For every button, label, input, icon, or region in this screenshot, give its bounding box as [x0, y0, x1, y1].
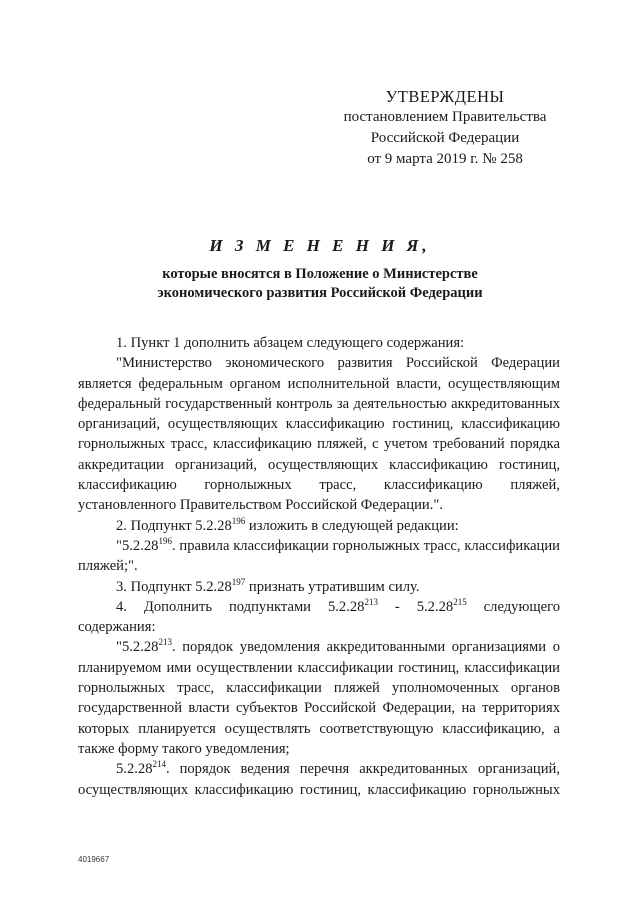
subitem-214-text: . порядок ведения перечня аккредитованных организаций, осуществляющих классификацию гостиниц, классификацию горнолыжных: [78, 761, 560, 798]
item-3-sup: 197: [231, 576, 246, 587]
subtitle-line-1: которые вносятся в Положение о Министерстве: [162, 266, 478, 282]
subitem-214-sup: 214: [152, 759, 166, 770]
document-number: 4019667: [78, 855, 110, 864]
approval-line-date-number: от 9 марта 2019 г. № 258: [367, 151, 523, 167]
item-2-text-new: [78, 536, 560, 577]
item-1-text: "Министерство экономического развития Российской Федерации является федеральным органом исполнительной власти, осуществляющим федеральный государственный контроль за деятельностью аккредитованных организаций, осуществляющих классификацию гостиниц, классификацию горнолыжных трасс, классификацию пляжей, с учетом требований порядка аккредитации организаций, осуществляющих классификацию гостиниц, классификацию горнолыжных трасс, классификацию пляжей, установленного Правительством Российской Федерации.".: [78, 355, 560, 514]
item-2-text-end: изложить в следующей редакции:: [245, 517, 459, 534]
document-subtitle: [60, 265, 580, 303]
subitem-214-start: 5.2.28: [116, 761, 153, 778]
item-4: [78, 597, 560, 638]
subitem-213-start: "5.2.28: [116, 639, 159, 656]
approval-line-resolution: постановлением Правительства: [343, 109, 547, 125]
approval-line-government: Российской Федерации: [370, 130, 520, 146]
item-3-text: 3. Подпункт 5.2.28: [116, 578, 232, 595]
item-4-text-b: - 5.2.28: [377, 598, 454, 615]
subitem-213-text: . порядок уведомления аккредитованными организациями о планируемом ими осуществлении классификации гостиниц, классификации горнолыжных трасс, классификации пляжей уполномоченных органов государственной власти субъектов Российской Федерации, на территориях которых планируется осуществлять соответствующую классификацию, а также форму такого уведомления;: [78, 639, 560, 757]
subitem-213: [78, 637, 560, 759]
item-2-new-start: "5.2.28: [116, 537, 159, 554]
item-4-sup-1: 213: [364, 596, 378, 607]
item-1: 1. Пункт 1 дополнить абзацем следующего содержания:: [116, 335, 465, 351]
item-2-sup: 196: [231, 515, 246, 526]
subitem-213-sup: 213: [158, 637, 172, 648]
item-2-new-end: . правила классификации горнолыжных трасс, классификации пляжей;".: [78, 537, 560, 575]
item-4-sup-2: 215: [453, 596, 467, 607]
approval-block: [330, 86, 560, 170]
item-3-text-end: признать утратившим силу.: [245, 578, 420, 595]
item-3: [78, 577, 560, 597]
document-body: [78, 333, 560, 800]
item-2-text: 2. Подпункт 5.2.28: [116, 517, 232, 534]
approval-stamp: УТВЕРЖДЕНЫ: [385, 87, 505, 106]
subitem-214: [78, 759, 560, 800]
item-4-text-c: следующего содержания:: [78, 598, 560, 636]
item-2-new-sup: 196: [158, 535, 172, 546]
item-4-text-a: 4. Дополнить подпунктами 5.2.28: [116, 598, 365, 615]
subtitle-line-2: экономического развития Российской Федерации: [157, 285, 483, 301]
item-2: [78, 516, 560, 536]
document-title: И З М Е Н Е Н И Я,: [209, 236, 431, 255]
